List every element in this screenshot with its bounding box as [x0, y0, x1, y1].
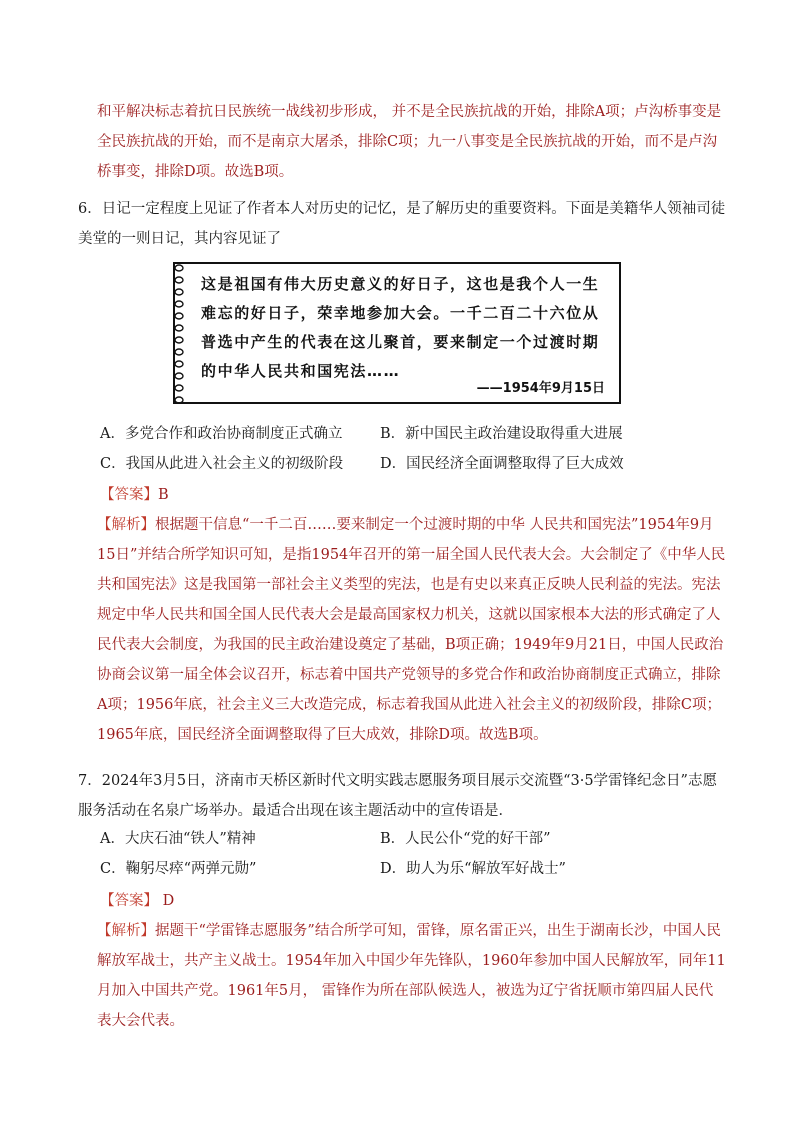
q7-option-b: B．人民公仆“党的好干部”: [380, 831, 551, 847]
q7-answer: [100, 891, 174, 911]
q6-option-a: A．多党合作和政治协商制度正式确立: [100, 426, 343, 442]
q7-answer-label: 【答案】: [100, 893, 158, 909]
q6-answer: [100, 485, 169, 505]
q7-analysis: [97, 916, 727, 1036]
q6-analysis-text: 根据题干信息“一千二百……要来制定一个过渡时期的中华 人民共和国宪法”1954年9月15日”并结合所学知识可知，是指1954年召开的第一届全国人民代表大会。大会制定了《中华人民共和国宪法》这是我国第一部社会主义类型的宪法，也是有史以来真正反映人民利益的宪法。宪法规定中华人民共和国全国人民代表大会是最高国家权力机关，这就以国家根本大法的形式确定了人民代表大会制度，为我国的民主政治建设奠定了基础，B项正确；1949年9月21日，中国人民政治协商会议第一届全体会议召开，标志着中国共产党领导的多党合作和政治协商制度正式确立，排除A项；1956年底，社会主义三大改造完成，标志着我国从此进入社会主义的初级阶段，排除C项；1965年底，国民经济全面调整取得了巨大成效，排除D项。故选B项。: [97, 517, 726, 743]
diary-date: ——1954年9月15日: [476, 381, 605, 396]
q6-option-c: C．我国从此进入社会主义的初级阶段: [100, 456, 344, 472]
question-6-stem: 6．日记一定程度上见证了作者本人对历史的记忆，是了解历史的重要资料。下面是美籍华人领袖司徒美堂的一则日记，其内容见证了: [78, 201, 726, 247]
top-explanation: 和平解决标志着抗日民族统一战线初步形成， 并不是全民族抗战的开始，排除A项；卢沟桥事变是全民族抗战的开始，而不是南京大屠杀，排除C项；九一八事变是全民族抗战的开始，而不是卢沟桥事变，排除D项。故选B项。: [97, 104, 722, 180]
q7-option-c: C．鞠躬尽瘁“两弹元勋”: [100, 861, 257, 877]
diary-text: 这是祖国有伟大历史意义的好日子，这也是我个人一生难忘的好日子，荣幸地参加大会。一千二百二十六位从普选中产生的代表在这儿聚首，要来制定一个过渡时期的中华人民共和国宪法……: [201, 275, 600, 380]
question-7-stem: 7．2024年3月5日，济南市天桥区新时代文明实践志愿服务项目展示交流暨“3·5学雷锋纪念日”志愿服务活动在名泉广场举办。最适合出现在该主题活动中的宣传语是．: [78, 773, 717, 819]
q6-answer-value: B: [158, 487, 169, 503]
q7-answer-value: D: [158, 893, 175, 909]
q6-analysis: [97, 510, 727, 750]
q7-option-a: A．大庆石油“铁人”精神: [100, 831, 256, 847]
diary-image: [173, 262, 621, 404]
q7-analysis-label: 【解析】: [97, 923, 155, 939]
spiral-binding-icon: [173, 260, 185, 410]
q6-option-b: B．新中国民主政治建设取得重大进展: [380, 426, 623, 442]
q7-option-d: D．助人为乐“解放军好战士”: [380, 861, 566, 877]
q6-option-d: D．国民经济全面调整取得了巨大成效: [380, 456, 624, 472]
q6-answer-label: 【答案】: [100, 487, 158, 503]
q6-analysis-label: 【解析】: [97, 517, 155, 533]
q7-analysis-text: 据题干“学雷锋志愿服务”结合所学可知，雷锋，原名雷正兴，出生于湖南长沙，中国人民解放军战士，共产主义战士。1954年加入中国少年先锋队，1960年参加中国人民解放军，同年11月加入中国共产党。1961年5月， 雷锋作为所在部队候选人，被选为辽宁省抚顺市第四届人民代表大会代表。: [97, 923, 726, 1029]
